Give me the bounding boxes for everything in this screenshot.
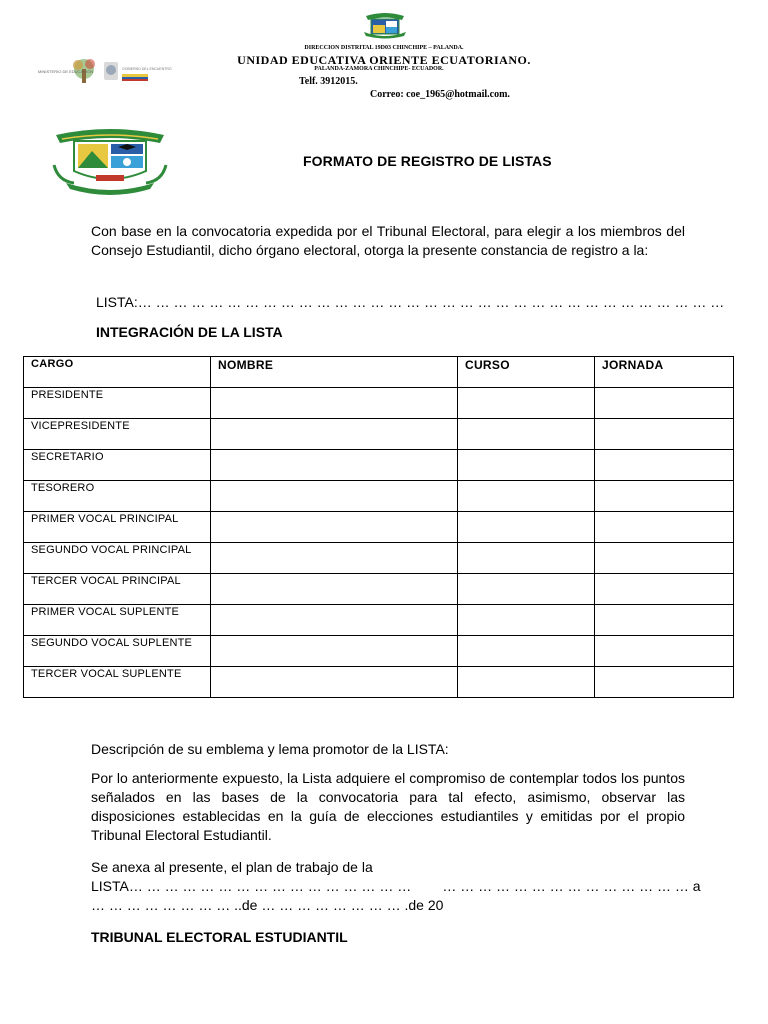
gobierno-logo-text: GOBIERNO DEL ENCUENTRO <box>122 67 172 71</box>
table-row <box>24 605 734 636</box>
nombre-cell[interactable] <box>211 512 458 543</box>
curso-cell[interactable] <box>458 543 595 574</box>
nombre-cell[interactable] <box>211 605 458 636</box>
table-row <box>24 450 734 481</box>
table-header-row <box>24 357 734 388</box>
nombre-cell[interactable] <box>211 574 458 605</box>
cargo-cell: SEGUNDO VOCAL PRINCIPAL <box>24 543 211 574</box>
cargo-cell: PRIMER VOCAL SUPLENTE <box>24 605 211 636</box>
jornada-cell[interactable] <box>595 605 734 636</box>
cargo-cell: PRESIDENTE <box>24 388 211 419</box>
jornada-cell[interactable] <box>595 574 734 605</box>
nombre-cell[interactable] <box>211 419 458 450</box>
integration-heading: INTEGRACIÓN DE LA LISTA <box>96 324 283 340</box>
curso-cell[interactable] <box>458 481 595 512</box>
jornada-cell[interactable] <box>595 388 734 419</box>
nombre-cell[interactable] <box>211 388 458 419</box>
jornada-cell[interactable] <box>595 667 734 698</box>
table-row <box>24 667 734 698</box>
table-row <box>24 481 734 512</box>
jornada-cell[interactable] <box>595 636 734 667</box>
curso-cell[interactable] <box>458 667 595 698</box>
ministerio-logo-text: MINISTERIO DE EDUCACIÓN <box>38 69 94 74</box>
nombre-cell[interactable] <box>211 667 458 698</box>
curso-cell[interactable] <box>458 419 595 450</box>
table-row <box>24 388 734 419</box>
table-row <box>24 574 734 605</box>
commitment-paragraph: Por lo anteriormente expuesto, la Lista adquiere el compromiso de contemplar todos los puntos señalados en las bases de la convocatoria para tal efecto, asimismo, observar las disposiciones establecidas en la guía de elecciones estudiantiles y emitidas por el propio Tribunal Electoral Estudiantil. <box>91 770 685 843</box>
cargo-cell: TERCER VOCAL SUPLENTE <box>24 667 211 698</box>
header-location-line: PALANDA-ZAMORA CHINCHIPE- ECUADOR. <box>314 66 444 72</box>
registration-table <box>23 356 734 698</box>
jornada-cell[interactable] <box>595 543 734 574</box>
nombre-cell[interactable] <box>211 450 458 481</box>
table-row <box>24 512 734 543</box>
table-row <box>24 419 734 450</box>
school-crest-logo <box>52 125 168 195</box>
annex-line-2: LISTA… … … … … … … … … … … … … … … … … … … … … … … … … … … … … … a <box>91 878 701 894</box>
header-email: Correo: coe_1965@hotmail.com. <box>370 89 510 100</box>
lista-line: LISTA:… … … … … … … … … … … … … … … … … … … … … … … … … … … … … … … … … <box>96 294 725 310</box>
cargo-cell: PRIMER VOCAL PRINCIPAL <box>24 512 211 543</box>
document-title: FORMATO DE REGISTRO DE LISTAS <box>303 153 552 169</box>
cargo-cell: TESORERO <box>24 481 211 512</box>
curso-cell[interactable] <box>458 574 595 605</box>
header-nombre: NOMBRE <box>211 357 458 388</box>
annex-line-3: … … … … … … … … ..de … … … … … … … … .de 20 <box>91 897 444 913</box>
curso-cell[interactable] <box>458 636 595 667</box>
table-row <box>24 543 734 574</box>
emblem-description: Descripción de su emblema y lema promotor de la LISTA: <box>91 741 449 757</box>
nombre-cell[interactable] <box>211 636 458 667</box>
nombre-cell[interactable] <box>211 543 458 574</box>
cargo-cell: TERCER VOCAL PRINCIPAL <box>24 574 211 605</box>
annex-line-1: Se anexa al presente, el plan de trabajo de la <box>91 859 373 875</box>
jornada-cell[interactable] <box>595 419 734 450</box>
header-curso: CURSO <box>458 357 595 388</box>
cargo-cell: VICEPRESIDENTE <box>24 419 211 450</box>
cargo-cell: SECRETARIO <box>24 450 211 481</box>
cargo-cell: SEGUNDO VOCAL SUPLENTE <box>24 636 211 667</box>
curso-cell[interactable] <box>458 450 595 481</box>
school-name: UNIDAD EDUCATIVA ORIENTE ECUATORIANO. <box>237 53 531 67</box>
header-phone: Telf. 3912015. <box>299 76 358 87</box>
curso-cell[interactable] <box>458 512 595 543</box>
annex-block <box>91 858 701 915</box>
jornada-cell[interactable] <box>595 481 734 512</box>
intro-paragraph: Con base en la convocatoria expedida por el Tribunal Electoral, para elegir a los miembros del Consejo Estudiantil, dicho órgano electoral, otorga la presente constancia de registro a la: <box>91 223 685 258</box>
curso-cell[interactable] <box>458 388 595 419</box>
header-district-line: DIRECCION DISTRITAL 19D03 CHINCHIPE – PALANDA. <box>304 45 464 51</box>
jornada-cell[interactable] <box>595 450 734 481</box>
jornada-cell[interactable] <box>595 512 734 543</box>
table-row <box>24 636 734 667</box>
school-crest-top-logo <box>362 10 408 38</box>
header-jornada: JORNADA <box>595 357 734 388</box>
header-cargo: CARGO <box>24 357 211 388</box>
curso-cell[interactable] <box>458 605 595 636</box>
signature-heading: TRIBUNAL ELECTORAL ESTUDIANTIL <box>91 929 348 945</box>
nombre-cell[interactable] <box>211 481 458 512</box>
